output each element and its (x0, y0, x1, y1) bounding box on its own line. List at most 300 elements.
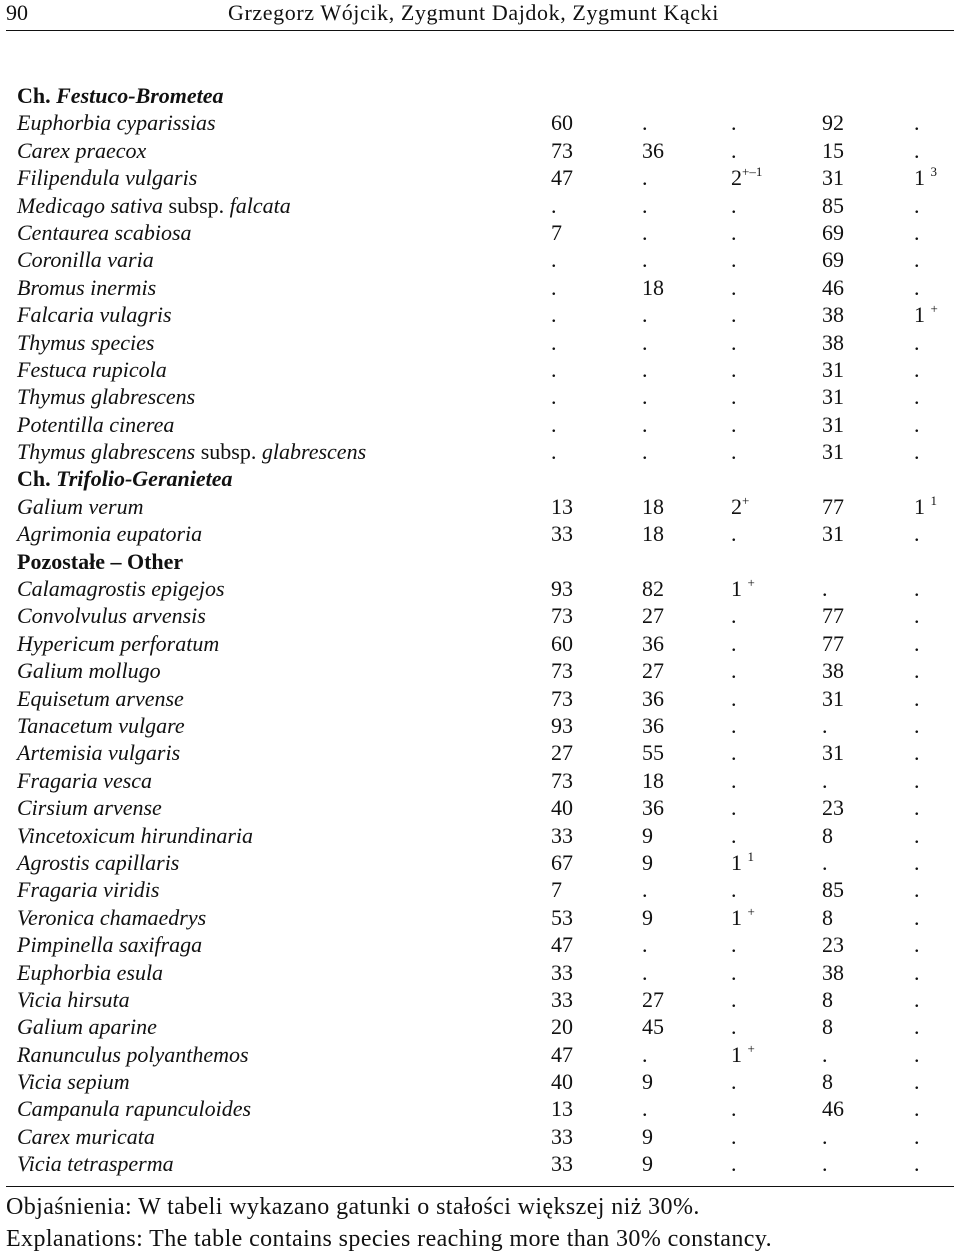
constancy-value-col-2 (642, 986, 664, 1013)
value-main: 18 (642, 521, 664, 547)
constancy-value-col-2 (642, 1068, 653, 1095)
constancy-value-col-2 (642, 1123, 653, 1150)
value-main: . (731, 439, 737, 465)
table-row (0, 329, 960, 356)
value-main: 8 (822, 1069, 833, 1095)
constancy-value-col-3 (731, 931, 737, 958)
label-part: Veronica chamaedrys (17, 904, 207, 930)
value-main: 36 (642, 712, 664, 738)
constancy-value-col-4 (822, 630, 844, 657)
value-main: . (731, 110, 737, 136)
constancy-value-col-3 (731, 438, 737, 465)
constancy-value-col-2 (642, 329, 648, 356)
value-main: . (731, 1151, 737, 1177)
table-row (0, 739, 960, 766)
constancy-value-col-2 (642, 383, 648, 410)
label-part: Artemisia vulgaris (17, 740, 181, 766)
constancy-value-col-5 (914, 794, 920, 821)
label-part: Campanula rapunculoides (17, 1096, 252, 1122)
species-table (0, 82, 960, 1178)
constancy-value-col-4 (822, 767, 828, 794)
label-part: Thymus glabrescens (17, 439, 196, 465)
value-main: 8 (822, 986, 833, 1012)
label-part: Falcaria vulagris (17, 302, 172, 328)
table-row (0, 383, 960, 410)
table-row (0, 849, 960, 876)
value-main: 31 (822, 685, 844, 711)
explanation-english: Explanations: The table contains species reaching more than 30% constancy. (6, 1226, 773, 1252)
table-row (0, 904, 960, 931)
species-name (17, 246, 154, 273)
header-rule (6, 30, 954, 31)
value-main: 23 (822, 795, 844, 821)
value-main: . (822, 1151, 828, 1177)
value-main: . (731, 740, 737, 766)
species-name (17, 192, 291, 219)
constancy-value-col-2 (642, 520, 664, 547)
constancy-value-col-3 (731, 246, 737, 273)
section-heading-row (0, 548, 960, 575)
constancy-value-col-3 (731, 575, 755, 602)
table-row (0, 685, 960, 712)
constancy-value-col-4 (822, 246, 844, 273)
table-row (0, 1041, 960, 1068)
value-main: 7 (551, 219, 562, 245)
constancy-value-col-5 (914, 986, 920, 1013)
constancy-value-col-5 (914, 137, 920, 164)
constancy-value-col-2 (642, 219, 648, 246)
value-main: . (642, 959, 648, 985)
value-main: . (551, 274, 557, 300)
constancy-value-col-3 (731, 904, 755, 931)
constancy-value-col-5 (914, 164, 937, 191)
value-main: . (914, 329, 920, 355)
constancy-value-col-4 (822, 356, 844, 383)
value-main: 8 (822, 1014, 833, 1040)
value-main: 53 (551, 904, 573, 930)
value-main: 85 (822, 877, 844, 903)
value-main: . (914, 219, 920, 245)
value-main: 38 (822, 302, 844, 328)
constancy-value-col-4 (822, 685, 844, 712)
value-main: 60 (551, 630, 573, 656)
value-main: 27 (642, 986, 664, 1012)
label-part: Euphorbia esula (17, 959, 164, 985)
constancy-value-col-1 (551, 685, 573, 712)
table-row (0, 274, 960, 301)
constancy-value-col-5 (914, 931, 920, 958)
constancy-value-col-4 (822, 849, 828, 876)
value-main: 31 (822, 411, 844, 437)
constancy-value-col-1 (551, 739, 573, 766)
value-main: 33 (551, 521, 573, 547)
value-main: . (642, 1096, 648, 1122)
value-main: 31 (822, 165, 844, 191)
species-name (17, 219, 192, 246)
species-name (17, 739, 180, 766)
label-part: Festuca rupicola (17, 356, 167, 382)
constancy-value-col-5 (914, 493, 937, 520)
constancy-value-col-1 (551, 383, 557, 410)
value-main: 73 (551, 767, 573, 793)
value-main: . (822, 1041, 828, 1067)
constancy-value-col-2 (642, 356, 648, 383)
constancy-value-col-1 (551, 520, 573, 547)
constancy-value-col-4 (822, 904, 833, 931)
constancy-value-col-2 (642, 246, 648, 273)
label-part: Galium mollugo (17, 658, 161, 684)
value-main: . (731, 877, 737, 903)
value-main: 45 (642, 1014, 664, 1040)
label-part: Pozostałe – Other (17, 548, 184, 574)
constancy-value-col-5 (914, 329, 920, 356)
constancy-value-col-1 (551, 794, 573, 821)
label-part: Cirsium arvense (17, 795, 162, 821)
value-main: . (731, 658, 737, 684)
constancy-value-col-3 (731, 383, 737, 410)
value-main: . (914, 1151, 920, 1177)
label-part: Thymus glabrescens (17, 384, 196, 410)
constancy-value-col-3 (731, 685, 737, 712)
species-name (17, 876, 159, 903)
constancy-value-col-2 (642, 904, 653, 931)
species-name (17, 685, 184, 712)
value-main: . (731, 685, 737, 711)
label-part: Ch. (17, 466, 57, 492)
value-main: 40 (551, 795, 573, 821)
constancy-value-col-1 (551, 1041, 573, 1068)
value-main: 18 (642, 767, 664, 793)
value-main: 46 (822, 1096, 844, 1122)
value-main: . (731, 1069, 737, 1095)
value-main: . (731, 630, 737, 656)
value-main: . (914, 685, 920, 711)
label-part: Agrimonia eupatoria (17, 521, 203, 547)
constancy-value-col-5 (914, 602, 920, 629)
constancy-value-col-4 (822, 329, 844, 356)
value-main: 33 (551, 959, 573, 985)
label-part: Carex muricata (17, 1123, 155, 1149)
table-row (0, 493, 960, 520)
constancy-value-col-5 (914, 192, 920, 219)
constancy-value-col-1 (551, 411, 557, 438)
value-main: 9 (642, 1123, 653, 1149)
constancy-value-col-3 (731, 767, 737, 794)
value-main: 2 (731, 493, 742, 519)
constancy-value-col-2 (642, 739, 664, 766)
value-main: 31 (822, 740, 844, 766)
value-main: . (914, 384, 920, 410)
value-main: 33 (551, 1123, 573, 1149)
constancy-value-col-4 (822, 137, 844, 164)
constancy-value-col-1 (551, 931, 573, 958)
constancy-value-col-4 (822, 602, 844, 629)
table-row (0, 164, 960, 191)
constancy-value-col-3 (731, 822, 737, 849)
constancy-value-col-4 (822, 493, 844, 520)
constancy-value-col-3 (731, 1123, 737, 1150)
value-superscript: + (747, 575, 755, 591)
table-row (0, 356, 960, 383)
value-main: . (914, 1123, 920, 1149)
species-name (17, 767, 152, 794)
constancy-value-col-1 (551, 438, 557, 465)
value-main: 73 (551, 137, 573, 163)
value-main: . (551, 439, 557, 465)
constancy-value-col-2 (642, 192, 648, 219)
value-main: 73 (551, 603, 573, 629)
constancy-value-col-5 (914, 274, 920, 301)
label-part: Centaurea scabiosa (17, 219, 192, 245)
value-main: 31 (822, 356, 844, 382)
value-main: 31 (822, 439, 844, 465)
constancy-value-col-3 (731, 109, 737, 136)
constancy-value-col-2 (642, 876, 648, 903)
label-part: Coronilla varia (17, 247, 154, 273)
species-name (17, 137, 146, 164)
value-main: 1 (914, 165, 931, 191)
constancy-value-col-4 (822, 520, 844, 547)
species-name (17, 274, 156, 301)
value-main: . (914, 1014, 920, 1040)
label-part: Festuco-Brometea (56, 83, 224, 108)
value-main: . (642, 411, 648, 437)
value-main: 93 (551, 576, 573, 602)
constancy-value-col-4 (822, 438, 844, 465)
value-superscript: 1 (930, 492, 937, 508)
species-name (17, 164, 197, 191)
value-main: . (731, 603, 737, 629)
value-main: . (731, 219, 737, 245)
constancy-value-col-1 (551, 575, 573, 602)
value-main: . (551, 247, 557, 273)
constancy-value-col-5 (914, 685, 920, 712)
value-main: 9 (642, 849, 653, 875)
value-main: . (642, 219, 648, 245)
constancy-value-col-5 (914, 767, 920, 794)
constancy-value-col-4 (822, 1123, 828, 1150)
constancy-value-col-2 (642, 657, 664, 684)
value-main: . (914, 192, 920, 218)
value-main: 7 (551, 877, 562, 903)
constancy-value-col-3 (731, 1095, 737, 1122)
constancy-value-col-1 (551, 822, 573, 849)
value-main: . (731, 302, 737, 328)
label-part: Ranunculus polyanthemos (17, 1041, 249, 1067)
table-row (0, 219, 960, 246)
constancy-value-col-5 (914, 520, 920, 547)
table-row (0, 109, 960, 136)
value-main: . (914, 932, 920, 958)
value-main: . (642, 165, 648, 191)
value-main: . (822, 576, 828, 602)
species-name (17, 1123, 155, 1150)
constancy-value-col-2 (642, 109, 648, 136)
value-superscript: + (747, 1040, 755, 1056)
constancy-value-col-4 (822, 192, 844, 219)
value-main: . (731, 521, 737, 547)
constancy-value-col-5 (914, 246, 920, 273)
table-row (0, 438, 960, 465)
constancy-value-col-1 (551, 876, 562, 903)
constancy-value-col-2 (642, 493, 664, 520)
value-main: 36 (642, 795, 664, 821)
constancy-value-col-3 (731, 712, 737, 739)
constancy-value-col-4 (822, 986, 833, 1013)
constancy-value-col-5 (914, 1068, 920, 1095)
label-part: Agrostis capillaris (17, 849, 180, 875)
value-main: . (731, 137, 737, 163)
table-row (0, 712, 960, 739)
value-main: . (914, 904, 920, 930)
constancy-value-col-5 (914, 383, 920, 410)
constancy-value-col-5 (914, 1013, 920, 1040)
label-part: Pimpinella saxifraga (17, 932, 203, 958)
value-main: 47 (551, 1041, 573, 1067)
value-main: 31 (822, 384, 844, 410)
constancy-value-col-4 (822, 1013, 833, 1040)
constancy-value-col-2 (642, 712, 664, 739)
value-main: 9 (642, 822, 653, 848)
label-part: Tanacetum vulgare (17, 712, 185, 738)
constancy-value-col-5 (914, 904, 920, 931)
value-main: 8 (822, 904, 833, 930)
constancy-value-col-5 (914, 219, 920, 246)
value-main: . (914, 356, 920, 382)
label-part: Potentilla cinerea (17, 411, 175, 437)
constancy-value-col-2 (642, 274, 664, 301)
label-part: Fragaria viridis (17, 877, 160, 903)
species-name (17, 356, 167, 383)
table-row (0, 986, 960, 1013)
species-name (17, 904, 206, 931)
value-main: 85 (822, 192, 844, 218)
label-part: Vicia tetrasperma (17, 1151, 174, 1177)
species-name (17, 1068, 130, 1095)
constancy-value-col-3 (731, 1150, 737, 1177)
constancy-value-col-4 (822, 1068, 833, 1095)
value-main: . (731, 411, 737, 437)
constancy-value-col-1 (551, 904, 573, 931)
value-superscript: + (930, 301, 938, 317)
label-part: Galium verum (17, 493, 144, 519)
constancy-value-col-5 (914, 1123, 920, 1150)
value-main: . (914, 822, 920, 848)
constancy-value-col-1 (551, 219, 562, 246)
value-main: 20 (551, 1014, 573, 1040)
constancy-value-col-3 (731, 1068, 737, 1095)
constancy-value-col-5 (914, 356, 920, 383)
value-main: . (731, 795, 737, 821)
constancy-value-col-2 (642, 1095, 648, 1122)
label-part: Carex praecox (17, 137, 147, 163)
species-name (17, 411, 174, 438)
table-row (0, 411, 960, 438)
constancy-value-col-2 (642, 685, 664, 712)
constancy-value-col-2 (642, 575, 664, 602)
value-main: . (914, 986, 920, 1012)
label-part: Thymus species (17, 329, 155, 355)
value-main: . (914, 877, 920, 903)
value-main: . (551, 411, 557, 437)
value-superscript: +–1 (742, 164, 763, 180)
constancy-value-col-4 (822, 575, 828, 602)
species-name (17, 383, 195, 410)
species-name (17, 301, 172, 328)
value-main: 9 (642, 1069, 653, 1095)
constancy-value-col-5 (914, 411, 920, 438)
value-main: . (551, 192, 557, 218)
section-heading-row (0, 82, 960, 109)
constancy-value-col-4 (822, 822, 833, 849)
label-part: Ch. (17, 83, 57, 108)
value-main: 18 (642, 493, 664, 519)
value-main: . (642, 247, 648, 273)
constancy-value-col-4 (822, 219, 844, 246)
label-part: Euphorbia cyparissias (17, 110, 216, 136)
table-row (0, 931, 960, 958)
value-main: . (642, 302, 648, 328)
constancy-value-col-3 (731, 137, 737, 164)
constancy-value-col-3 (731, 329, 737, 356)
value-main: . (914, 137, 920, 163)
table-row (0, 822, 960, 849)
constancy-value-col-4 (822, 164, 844, 191)
constancy-value-col-1 (551, 602, 573, 629)
table-row (0, 246, 960, 273)
value-main: . (914, 849, 920, 875)
constancy-value-col-1 (551, 849, 573, 876)
table-row (0, 1068, 960, 1095)
species-name (17, 520, 202, 547)
value-main: . (731, 1014, 737, 1040)
table-row (0, 1150, 960, 1177)
constancy-value-col-1 (551, 657, 573, 684)
value-main: . (642, 329, 648, 355)
constancy-value-col-4 (822, 739, 844, 766)
value-main: . (642, 439, 648, 465)
value-main: 38 (822, 959, 844, 985)
value-main: . (822, 767, 828, 793)
constancy-value-col-2 (642, 164, 648, 191)
constancy-value-col-3 (731, 1013, 737, 1040)
constancy-value-col-4 (822, 712, 828, 739)
constancy-value-col-4 (822, 876, 844, 903)
constancy-value-col-3 (731, 192, 737, 219)
species-name (17, 602, 206, 629)
value-main: . (551, 329, 557, 355)
value-main: 55 (642, 740, 664, 766)
table-bottom-rule (6, 1186, 954, 1187)
section-heading (17, 548, 183, 575)
value-main: 9 (642, 904, 653, 930)
constancy-value-col-4 (822, 657, 844, 684)
value-main: 1 (731, 576, 748, 602)
constancy-value-col-1 (551, 246, 557, 273)
label-part: Filipendula vulgaris (17, 165, 198, 191)
value-main: . (914, 603, 920, 629)
value-superscript: 3 (930, 164, 937, 180)
species-name (17, 712, 185, 739)
label-part: Vicia sepium (17, 1069, 130, 1095)
constancy-value-col-3 (731, 493, 749, 520)
constancy-value-col-3 (731, 274, 737, 301)
species-name (17, 1041, 249, 1068)
constancy-value-col-3 (731, 630, 737, 657)
constancy-value-col-1 (551, 712, 573, 739)
value-main: . (914, 630, 920, 656)
constancy-value-col-3 (731, 794, 737, 821)
